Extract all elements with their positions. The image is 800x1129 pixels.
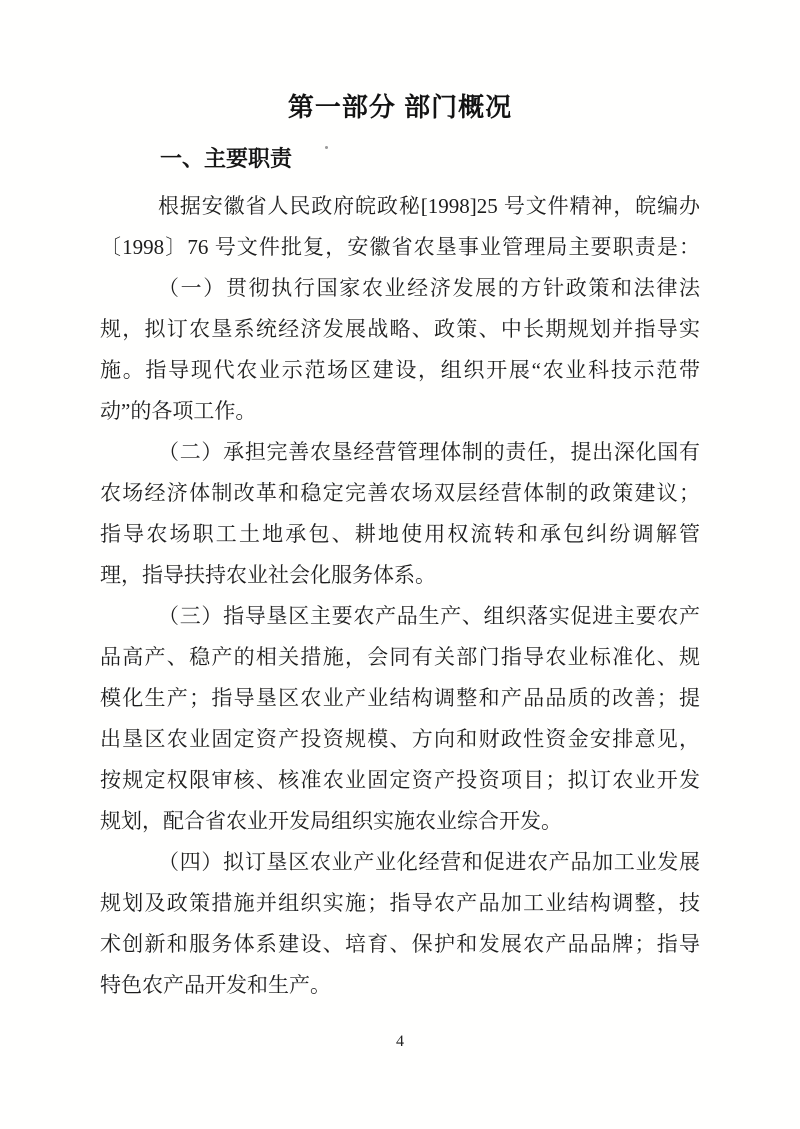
text-line: 品高产、稳产的相关措施，会同有关部门指导农业标准化、规 bbox=[100, 645, 700, 669]
text-line: 规划及政策措施并组织实施；指导农产品加工业结构调整，技 bbox=[100, 891, 700, 915]
paragraph-duty-4 bbox=[100, 842, 700, 1006]
text-line: 理，指导扶持农业社会化服务体系。 bbox=[100, 563, 436, 587]
text-line: 规，拟订农垦系统经济发展战略、政策、中长期规划并指导实 bbox=[100, 317, 700, 341]
paragraph-intro bbox=[100, 186, 700, 268]
text-line: 施。指导现代农业示范场区建设，组织开展“农业科技示范带 bbox=[100, 358, 700, 382]
text-line: 根据安徽省人民政府皖政秘[1998]25 号文件精神，皖编办 bbox=[158, 194, 700, 218]
text-line: （二）承担完善农垦经营管理体制的责任，提出深化国有 bbox=[158, 440, 700, 464]
document-title: 第一部分 部门概况 bbox=[287, 92, 513, 122]
text-line: 动”的各项工作。 bbox=[100, 399, 257, 423]
text-line: （一）贯彻执行国家农业经济发展的方针政策和法律法 bbox=[158, 276, 700, 300]
text-line: （三）指导垦区主要农产品生产、组织落实促进主要农产 bbox=[158, 604, 700, 628]
scan-speck bbox=[325, 146, 328, 149]
text-line: 按规定权限审核、核准农业固定资产投资项目；拟订农业开发 bbox=[100, 768, 700, 792]
page-number: 4 bbox=[396, 1033, 404, 1050]
text-line: 〔1998〕76 号文件批复，安徽省农垦事业管理局主要职责是： bbox=[100, 235, 700, 259]
text-line: 术创新和服务体系建设、培育、保护和发展农产品品牌；指导 bbox=[100, 932, 700, 956]
paragraph-duty-3 bbox=[100, 596, 700, 842]
text-line: （四）拟订垦区农业产业化经营和促进农产品加工业发展 bbox=[158, 850, 700, 874]
text-line: 出垦区农业固定资产投资规模、方向和财政性资金安排意见， bbox=[100, 727, 700, 751]
text-line: 规划，配合省农业开发局组织实施农业综合开发。 bbox=[100, 809, 562, 833]
paragraph-duty-1 bbox=[100, 268, 700, 432]
document-body bbox=[100, 186, 700, 1006]
text-line: 指导农场职工土地承包、耕地使用权流转和承包纠纷调解管 bbox=[100, 522, 700, 546]
text-line: 特色农产品开发和生产。 bbox=[100, 973, 331, 997]
text-line: 模化生产；指导垦区农业产业结构调整和产品品质的改善；提 bbox=[100, 686, 700, 710]
paragraph-duty-2 bbox=[100, 432, 700, 596]
text-line: 农场经济体制改革和稳定完善农场双层经营体制的政策建议； bbox=[100, 481, 700, 505]
section-heading: 一、主要职责 bbox=[160, 146, 293, 171]
